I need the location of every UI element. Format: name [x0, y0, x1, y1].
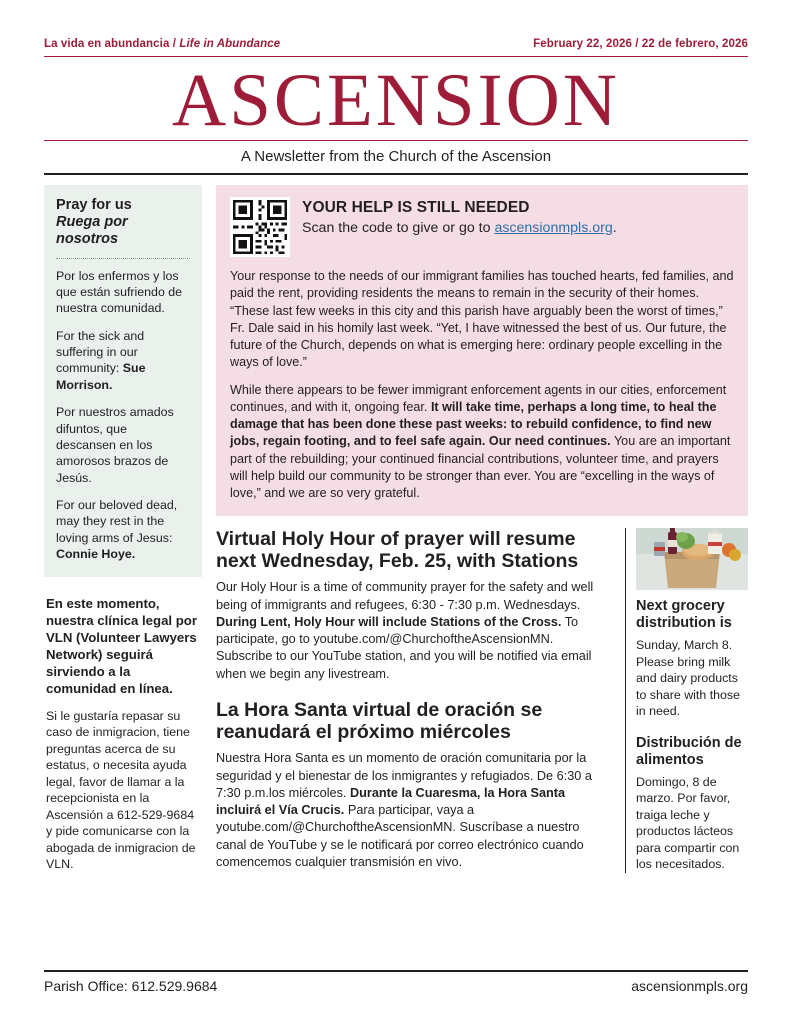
pray-title-en: Pray for us — [56, 197, 132, 214]
ascension-website-link[interactable]: ascensionmpls.org — [494, 220, 613, 237]
qr-code-icon[interactable] — [230, 197, 290, 257]
footer-row — [44, 978, 748, 994]
pray-paragraph — [56, 328, 190, 394]
grocery-bag-photo — [636, 528, 748, 590]
help-needed-box — [216, 185, 748, 516]
help-subtitle-pre: Scan the code to give or go to — [302, 220, 495, 237]
legal-clinic-block — [44, 595, 202, 873]
holy-hour-es-heading: La Hora Santa virtual de oración se reanudará el próximo miércoles — [216, 698, 543, 744]
masthead-wordmark: ASCENSION — [172, 59, 620, 142]
pray-text: Por los enfermos y los que están sufriendo de nuestra comunidad. — [56, 268, 183, 316]
footer-website: ascensionmpls.org — [631, 978, 748, 994]
pray-paragraph — [56, 497, 190, 563]
help-p2-part-c: You are an important part of the rebuilding; your continued financial contributions, volunteer time, and prayers will help build our community to be stronger than ever. You are “excelling in the ways of love,” and we are so very grateful. — [230, 434, 731, 500]
masthead-tagline-en: Life in Abundance — [179, 38, 281, 50]
pray-for-us-title — [56, 197, 190, 248]
holy-hour-en-body — [216, 579, 611, 683]
lower-section — [216, 528, 748, 873]
masthead-dateline — [533, 38, 748, 50]
pray-text: For the sick and suffering in our community: — [56, 328, 145, 376]
holy-hour-en-heading: Virtual Holy Hour of prayer will resume next Wednesday, Feb. 25, with Stations — [216, 527, 579, 573]
masthead-tagline-es: La vida en abundancia — [44, 38, 170, 50]
holy-hour-es-c: Para participar, vaya a youtube.com/@ChurchoftheAscensionMN. Suscríbase a nuestro canal de YouTube y se le notificará por correo electrónico cuando comencemos cualquier transmisión en vivo. — [216, 803, 584, 869]
right-column — [202, 175, 748, 873]
pray-paragraph — [56, 404, 190, 486]
help-paragraph-2 — [230, 382, 734, 502]
pray-for-us-box — [44, 185, 202, 576]
help-paragraph-1: Your response to the needs of our immigrant families has touched hearts, fed families, and paid the rent, providing residents the means to remain in the security of their homes. “These last few weeks in this city and this parish have arguably been the worst of times,” Fr. Dale said in his homily last week. “Yet, I have witnessed the best of us. Our future, the future of the Church, depends on what is emerging here: ordinary people excelling in the ways of love.” — [230, 269, 734, 369]
pray-title-es: Ruega por nosotros — [56, 214, 128, 248]
grocery-body-es: Domingo, 8 de marzo. Por favor, traiga leche y productos lácteos para compartir con los necesitados. — [636, 774, 740, 872]
holy-hour-en-a: Our Holy Hour is a time of community prayer for the safety and well being of immigrants and refugees, 6:30 - 7:30 p.m. Wednesdays. — [216, 580, 594, 612]
masthead-top-row — [44, 38, 748, 50]
masthead-date-en: February 22, 2026 — [533, 38, 632, 50]
grocery-sidebar — [625, 528, 748, 873]
help-header-text — [302, 197, 617, 236]
help-p2-part-a: While there appears to be fewer immigrant enforcement agents in our cities, enforcement continues, and with it, ongoing fear. — [230, 383, 727, 415]
pray-text: Por nuestros amados difuntos, que descansen en los amorosos brazos de Jesús. — [56, 405, 174, 485]
body-grid — [44, 175, 748, 873]
holy-hour-es-a: Nuestra Hora Santa es un momento de oración comunitaria por la seguridad y el bienestar de los inmigrantes y refugiados. De 6:30 a 7:30 p.m.los miércoles. — [216, 751, 592, 800]
pray-paragraph — [56, 268, 190, 317]
grocery-body-en: Sunday, March 8. Please bring milk and dairy products to share with those in need. — [636, 638, 741, 719]
parish-office-phone: Parish Office: 612.529.9684 — [44, 978, 218, 994]
masthead-tagline-sep: / — [169, 38, 180, 50]
pray-divider — [56, 258, 190, 259]
grocery-heading-es: Distribución de alimentos — [636, 734, 742, 768]
holy-hour-articles — [216, 528, 625, 873]
help-header-row — [230, 197, 734, 257]
footer-divider — [44, 970, 748, 972]
masthead-tagline — [44, 38, 280, 50]
masthead-date-es: 22 de febrero, 2026 — [641, 38, 748, 50]
masthead-divider-top — [44, 56, 748, 57]
help-title: YOUR HELP IS STILL NEEDED — [302, 199, 530, 217]
grocery-heading-en: Next grocery distribution is — [636, 597, 732, 631]
legal-clinic-body: Si le gustaría repasar su caso de inmigracion, tiene preguntas acerca de su estatus, o necesita ayuda legal, favor de llamar a la recepcionista en la Ascensión a 612-529-9684 y pide comunicarse con la abogada de inmigracion de VLN. — [46, 708, 196, 872]
pray-name: Connie Hoye. — [56, 547, 136, 562]
help-subtitle-post: . — [612, 220, 617, 237]
holy-hour-en-c: To participate, go to youtube.com/@ChurchoftheAscensionMN. Subscribe to our YouTube station, and you will be notified via email when we begin any livestream. — [216, 614, 592, 681]
holy-hour-es-b: Durante la Cuaresma, la Hora Santa incluirá el Vía Crucis. — [216, 785, 566, 818]
pray-text: For our beloved dead, may they rest in the loving arms of Jesus: — [56, 498, 178, 545]
left-column — [44, 175, 202, 873]
holy-hour-en-b: During Lent, Holy Hour will include Stations of the Cross. — [216, 614, 562, 629]
masthead-subtitle: A Newsletter from the Church of the Ascension — [240, 148, 552, 166]
pray-name: Sue Morrison. — [56, 361, 146, 392]
help-subtitle — [302, 220, 617, 236]
help-p2-part-b: It will take time, perhaps a long time, to heal the damage that has been done these past weeks: to rebuild confidence, to find new jobs, regain footing, and to feel safe again. Our need continues. — [230, 400, 717, 449]
page-footer — [44, 970, 748, 994]
legal-clinic-heading: En este momento, nuestra clínica legal por VLN (Volunteer Lawyers Network) seguirá sirviendo a la comunidad en línea. — [46, 595, 197, 697]
masthead-date-sep: / — [632, 38, 642, 50]
holy-hour-es-body — [216, 750, 611, 871]
